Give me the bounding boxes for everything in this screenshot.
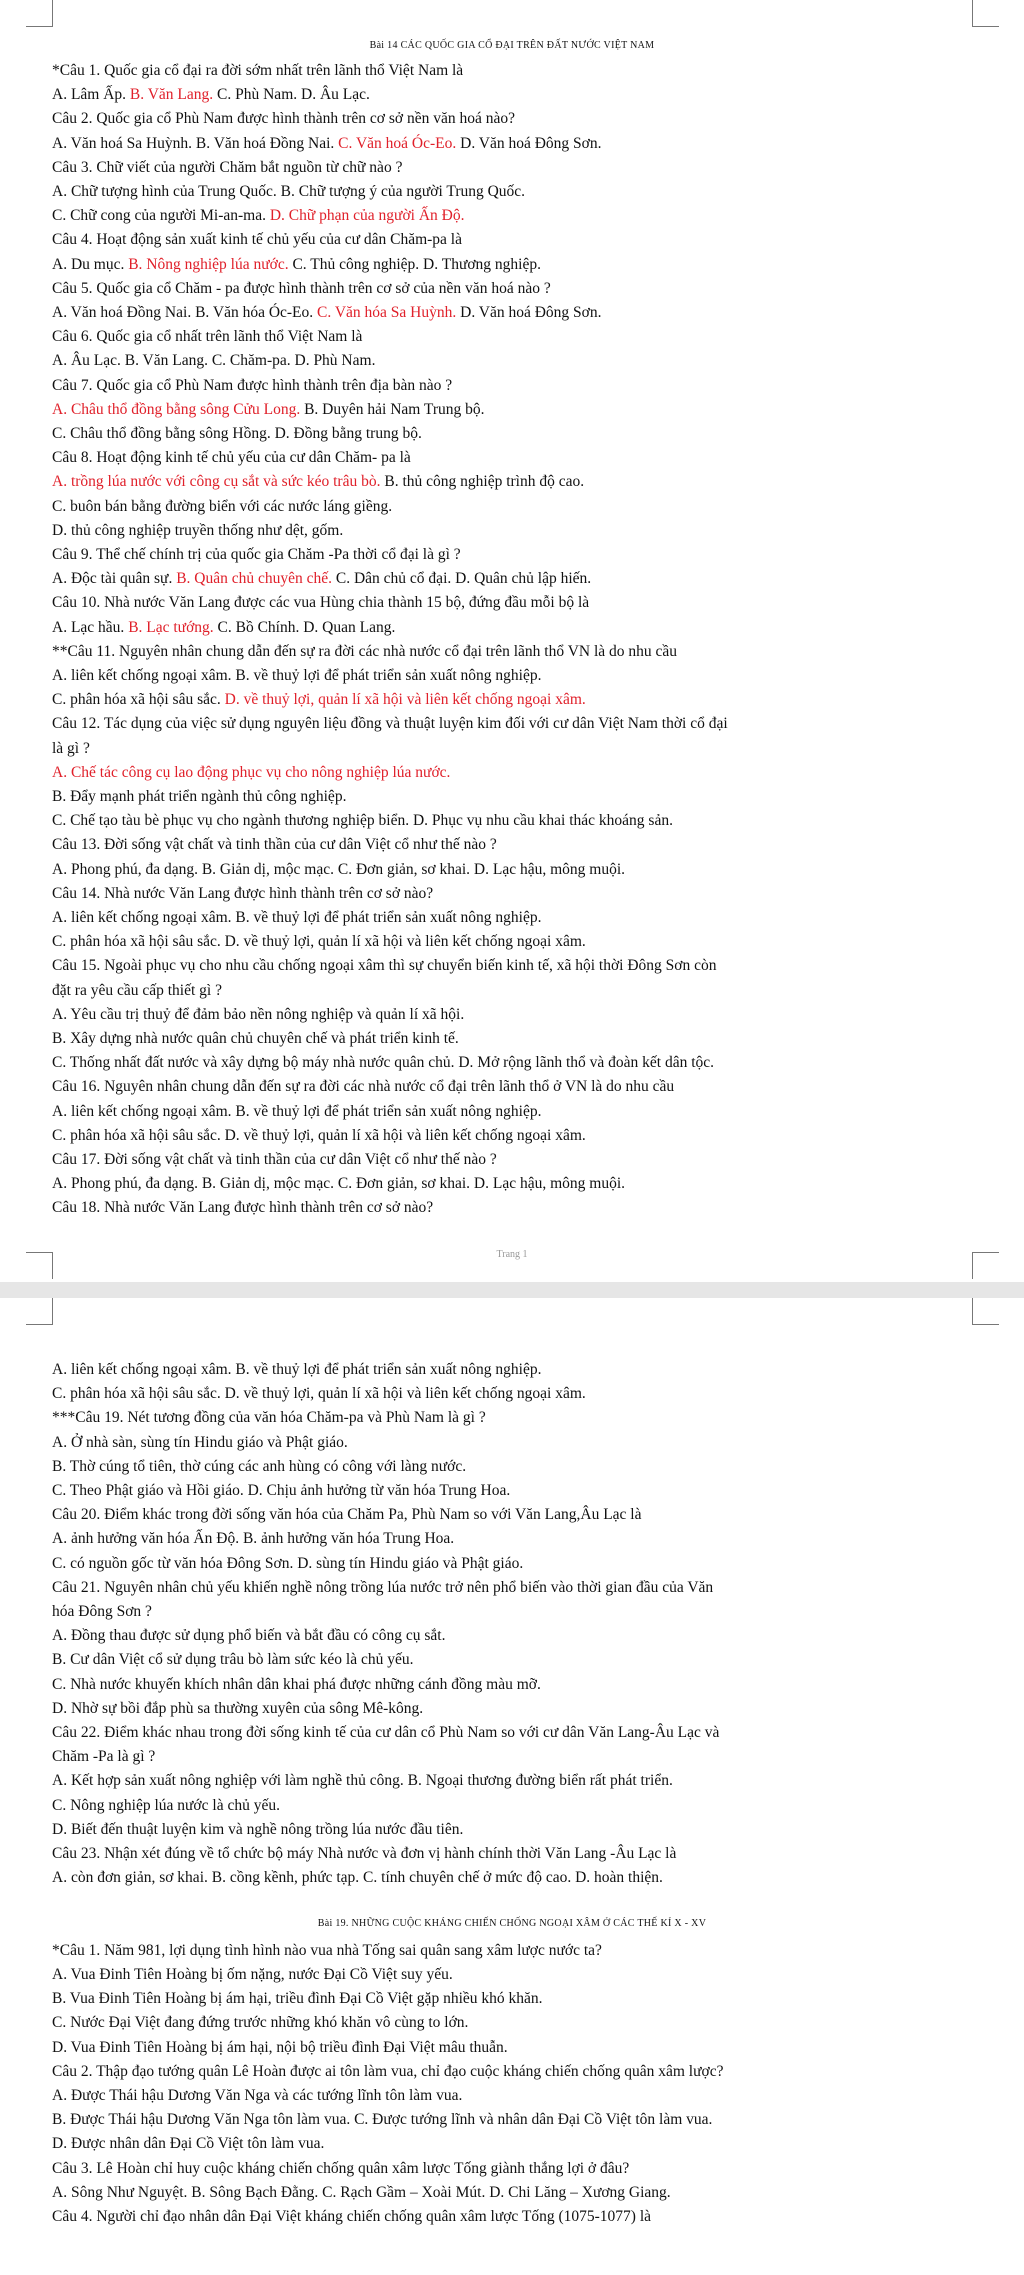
question-line: *Câu 1. Năm 981, lợi dụng tình hình nào vua nhà Tống sai quân sang xâm lược nước ta? <box>52 1941 602 1959</box>
question-line: Câu 13. Đời sống vật chất và tinh thần của cư dân Việt cổ như thế nào ? <box>52 836 497 854</box>
answer-text: C. Thủ công nghiệp. D. Thương nghiệp. <box>288 255 541 273</box>
question-line: C. có nguồn gốc từ văn hóa Đông Sơn. D. sùng tín Hindu giáo và Phật giáo. <box>52 1554 524 1572</box>
question-line: C. phân hóa xã hội sâu sắc. D. về thuỷ lợi, quản lí xã hội và liên kết chống ngoại xâm. <box>52 933 586 951</box>
question-line: A. Ở nhà sàn, sùng tín Hindu giáo và Phật giáo. <box>52 1433 348 1451</box>
question-line <box>52 207 464 225</box>
question-line: A. Phong phú, đa dạng. B. Giản dị, mộc mạc. C. Đơn giản, sơ khai. D. Lạc hậu, mông muội. <box>52 860 626 878</box>
question-line: Câu 6. Quốc gia cổ nhất trên lãnh thổ Việt Nam là <box>52 328 363 346</box>
answer-text: A. Lâm Ấp. <box>52 86 130 104</box>
question-line: hóa Đông Sơn ? <box>52 1603 152 1620</box>
question-line: Câu 20. Điểm khác trong đời sống văn hóa của Chăm Pa, Phù Nam so với Văn Lang,Âu Lạc là <box>52 1506 642 1524</box>
question-line: A. liên kết chống ngoại xâm. B. về thuỷ lợi để phát triển sản xuất nông nghiệp. <box>52 667 542 684</box>
question-line: A. Âu Lạc. B. Văn Lang. C. Chăm-pa. D. Phù Nam. <box>52 352 376 370</box>
question-line: Câu 3. Lê Hoàn chỉ huy cuộc kháng chiến chống quân xâm lược Tống giành thắng lợi ở đâu? <box>52 2159 630 2177</box>
question-line: B. Xây dựng nhà nước quân chủ chuyên chế và phát triển kinh tế. <box>52 1030 459 1047</box>
question-line: A. Phong phú, đa dạng. B. Giản dị, mộc mạc. C. Đơn giản, sơ khai. D. Lạc hậu, mông muội. <box>52 1175 626 1193</box>
question-line <box>52 256 541 274</box>
question-line: Câu 12. Tác dụng của việc sử dụng nguyên liệu đồng và thuật luyện kim đối với cư dân Việt Nam thời cổ đại <box>52 715 728 733</box>
question-line: A. Chữ tượng hình của Trung Quốc. B. Chữ tượng ý của người Trung Quốc. <box>52 183 526 200</box>
question-line: A. liên kết chống ngoại xâm. B. về thuỷ lợi để phát triển sản xuất nông nghiệp. <box>52 1361 542 1378</box>
correct-answer: D. Chữ phạn của người Ấn Độ. <box>269 207 465 225</box>
correct-answer: B. Lạc tướng. <box>128 618 214 636</box>
question-line <box>52 691 586 709</box>
question-line <box>52 473 584 491</box>
answer-text: A. Văn hoá Đồng Nai. B. Văn hóa Óc-Eo. <box>52 304 318 321</box>
answer-text: C. Dân chủ cổ đại. D. Quân chủ lập hiến. <box>332 570 592 588</box>
question-line: Câu 14. Nhà nước Văn Lang được hình thành trên cơ sở nào? <box>52 884 434 902</box>
question-line: A. Được Thái hậu Dương Văn Nga và các tướng lĩnh tôn làm vua. <box>52 2087 463 2104</box>
question-line: Câu 3. Chữ viết của người Chăm bắt nguồn từ chữ nào ? <box>52 158 403 176</box>
question-line: ***Câu 19. Nét tương đồng của văn hóa Chăm-pa và Phù Nam là gì ? <box>52 1409 486 1427</box>
question-line: A. Đồng thau được sử dụng phổ biến và bắt đầu có công cụ sắt. <box>52 1627 446 1645</box>
question-line: C. Châu thổ đồng bằng sông Hồng. D. Đồng bằng trung bộ. <box>52 425 422 442</box>
question-line: Câu 17. Đời sống vật chất và tinh thần của cư dân Việt cổ như thế nào ? <box>52 1151 497 1168</box>
correct-answer: B. Nông nghiệp lúa nước. <box>128 255 289 273</box>
question-line: B. Vua Đinh Tiên Hoàng bị ám hại, triều đình Đại Cồ Việt gặp nhiều khó khăn. <box>52 1990 543 2008</box>
correct-answer: C. Văn hoá Óc-Eo. <box>338 134 457 152</box>
page-corner-mark <box>26 0 53 27</box>
answer-text: B. thủ công nghiệp trình độ cao. <box>380 473 585 491</box>
question-line: Câu 2. Quốc gia cổ Phù Nam được hình thành trên cơ sở nền văn hoá nào? <box>52 110 516 128</box>
question-line: A. liên kết chống ngoại xâm. B. về thuỷ lợi để phát triển sản xuất nông nghiệp. <box>52 1102 542 1120</box>
question-line: là gì ? <box>52 739 90 757</box>
question-line: A. Sông Như Nguyệt. B. Sông Bạch Đằng. C. Rạch Gầm – Xoài Mút. D. Chi Lăng – Xương Giang. <box>52 2183 671 2201</box>
question-line <box>52 401 485 419</box>
answer-text: A. Văn hoá Sa Huỳnh. B. Văn hoá Đồng Nai. <box>52 134 339 152</box>
answer-text: D. Văn hoá Đông Sơn. <box>456 304 602 321</box>
answer-text: A. Độc tài quân sự. <box>52 570 177 588</box>
page-corner-mark <box>972 1298 999 1325</box>
question-line: A. còn đơn giản, sơ khai. B. cồng kềnh, phức tạp. C. tính chuyên chế ở mức độ cao. D. hoàn thiện. <box>52 1869 663 1887</box>
question-line: *Câu 1. Quốc gia cổ đại ra đời sớm nhất trên lãnh thổ Việt Nam là <box>52 62 464 79</box>
question-line: Câu 22. Điểm khác nhau trong đời sống kinh tế của cư dân cổ Phù Nam so với cư dân Văn Lang-Âu Lạc và <box>52 1724 720 1741</box>
question-line: Câu 5. Quốc gia cổ Chăm - pa được hình thành trên cơ sở của nền văn hoá nào ? <box>52 279 551 297</box>
question-line: Câu 21. Nguyên nhân chủ yếu khiến nghề nông trồng lúa nước trở nên phổ biến vào thời gian đầu của Văn <box>52 1578 714 1596</box>
question-line: A. ảnh hưởng văn hóa Ấn Độ. B. ảnh hưởng văn hóa Trung Hoa. <box>52 1530 455 1548</box>
question-line: Câu 7. Quốc gia cổ Phù Nam được hình thành trên địa bàn nào ? <box>52 376 453 394</box>
question-line: C. buôn bán bằng đường biển với các nước láng giềng. <box>52 497 393 515</box>
question-line: **Câu 11. Nguyên nhân chung dẫn đến sự ra đời các nhà nước cổ đại trên lãnh thổ VN là do nhu cầu <box>52 642 678 660</box>
page-footer: Trang 1 <box>496 1249 528 1260</box>
correct-answer: B. Quân chủ chuyên chế. <box>176 570 333 588</box>
question-line: D. Nhờ sự bồi đắp phù sa thường xuyên của sông Mê-kông. <box>52 1699 424 1717</box>
document-page-2 <box>0 1298 1024 2275</box>
question-line <box>52 619 395 637</box>
correct-answer: A. Châu thổ đồng bằng sông Cửu Long. <box>52 400 301 418</box>
question-line: B. Thờ cúng tổ tiên, thờ cúng các anh hùng có công với làng nước. <box>52 1457 467 1475</box>
question-line: đặt ra yêu cầu cấp thiết gì ? <box>52 981 222 999</box>
answer-text: A. Du mục. <box>52 255 129 273</box>
question-line: C. phân hóa xã hội sâu sắc. D. về thuỷ lợi, quản lí xã hội và liên kết chống ngoại xâm. <box>52 1126 586 1144</box>
question-line <box>52 86 370 104</box>
question-line: A. Vua Đinh Tiên Hoàng bị ốm nặng, nước Đại Cồ Việt suy yếu. <box>52 1966 453 1983</box>
question-line: C. Nhà nước khuyến khích nhân dân khai phá được những cánh đồng màu mỡ. <box>52 1675 541 1693</box>
question-line <box>52 304 602 322</box>
correct-answer: A. Chế tác công cụ lao động phục vụ cho nông nghiệp lúa nước. <box>52 763 451 781</box>
question-line: D. Được nhân dân Đại Cồ Việt tôn làm vua. <box>52 2135 325 2153</box>
question-line: Câu 23. Nhận xét đúng về tổ chức bộ máy Nhà nước và đơn vị hành chính thời Văn Lang -Âu Lạc là <box>52 1845 677 1862</box>
question-line: D. thủ công nghiệp truyền thống như dệt, gốm. <box>52 521 344 539</box>
correct-answer: D. về thuỷ lợi, quản lí xã hội và liên kết chống ngoại xâm. <box>224 691 586 709</box>
question-line: B. Cư dân Việt cổ sử dụng trâu bò làm sức kéo là chủ yếu. <box>52 1651 414 1669</box>
question-line: B. Được Thái hậu Dương Văn Nga tôn làm vua. C. Được tướng lĩnh và nhân dân Đại Cồ Việt tôn làm vua. <box>52 2111 713 2129</box>
question-line: Câu 15. Ngoài phục vụ cho nhu cầu chống ngoại xâm thì sự chuyển biến kinh tế, xã hội thời Đông Sơn còn <box>52 957 717 975</box>
question-line: Câu 10. Nhà nước Văn Lang được các vua Hùng chia thành 15 bộ, đứng đầu mỗi bộ là <box>52 594 590 612</box>
question-line: A. Yêu cầu trị thuỷ để đảm bảo nền nông nghiệp và quản lí xã hội. <box>52 1005 465 1023</box>
question-line: Câu 4. Hoạt động sản xuất kinh tế chủ yếu của cư dân Chăm-pa là <box>52 231 462 249</box>
question-line: Câu 8. Hoạt động kinh tế chủ yếu của cư dân Chăm- pa là <box>52 449 411 467</box>
question-line: A. Kết hợp sản xuất nông nghiệp với làm nghề thủ công. B. Ngoại thương đường biển rất phát triển. <box>52 1772 673 1790</box>
question-line: C. Theo Phật giáo và Hồi giáo. D. Chịu ảnh hưởng từ văn hóa Trung Hoa. <box>52 1482 511 1499</box>
question-line: Câu 2. Thập đạo tướng quân Lê Hoàn được ai tôn làm vua, chỉ đạo cuộc kháng chiến chống quân xâm lược? <box>52 2062 724 2080</box>
answer-text: B. Duyên hải Nam Trung bộ. <box>300 400 485 418</box>
correct-answer: B. Văn Lang. <box>129 86 214 104</box>
correct-answer: A. trồng lúa nước với công cụ sắt và sức kéo trâu bò. <box>52 473 381 491</box>
question-line: Chăm -Pa là gì ? <box>52 1748 156 1766</box>
lesson-title: Bài 19. NHỮNG CUỘC KHÁNG CHIẾN CHỐNG NGOẠI XÂM Ở CÁC THẾ KỈ X - XV <box>317 1917 707 1929</box>
question-line: D. Biết đến thuật luyện kim và nghề nông trồng lúa nước đầu tiên. <box>52 1820 464 1838</box>
question-line: C. Nước Đại Việt đang đứng trước những khó khăn vô cùng to lớn. <box>52 2014 469 2032</box>
question-line <box>52 135 602 153</box>
correct-answer: C. Văn hóa Sa Huỳnh. <box>317 304 457 321</box>
answer-text: C. phân hóa xã hội sâu sắc. <box>52 691 225 709</box>
page-corner-mark <box>26 1298 53 1325</box>
question-line: Câu 18. Nhà nước Văn Lang được hình thành trên cơ sở nào? <box>52 1199 434 1217</box>
answer-text: D. Văn hoá Đông Sơn. <box>456 134 602 152</box>
question-line: Câu 9. Thể chế chính trị của quốc gia Chăm -Pa thời cổ đại là gì ? <box>52 546 461 563</box>
answer-text: C. Phù Nam. D. Âu Lạc. <box>213 86 370 104</box>
question-line <box>52 570 591 588</box>
question-line: Câu 16. Nguyên nhân chung dẫn đến sự ra đời các nhà nước cổ đại trên lãnh thổ ở VN là do nhu cầu <box>52 1078 675 1096</box>
question-line: C. Nông nghiệp lúa nước là chủ yếu. <box>52 1796 280 1814</box>
question-line: A. liên kết chống ngoại xâm. B. về thuỷ lợi để phát triển sản xuất nông nghiệp. <box>52 909 542 926</box>
answer-text: C. Bồ Chính. D. Quan Lang. <box>213 618 396 636</box>
question-line: Câu 4. Người chỉ đạo nhân dân Đại Việt kháng chiến chống quân xâm lược Tống (1075-1077) là <box>52 2208 652 2225</box>
question-line <box>52 764 450 782</box>
question-line: C. Thống nhất đất nước và xây dựng bộ máy nhà nước quân chủ. D. Mở rộng lãnh thổ và đoàn kết dân tộc. <box>52 1054 715 1072</box>
question-line: C. phân hóa xã hội sâu sắc. D. về thuỷ lợi, quản lí xã hội và liên kết chống ngoại xâm. <box>52 1385 586 1403</box>
question-line: C. Chế tạo tàu bè phục vụ cho ngành thương nghiệp biển. D. Phục vụ nhu cầu khai thác khoáng sản. <box>52 812 673 830</box>
question-line: B. Đẩy mạnh phát triển ngành thủ công nghiệp. <box>52 788 347 805</box>
answer-text: A. Lạc hầu. <box>52 618 129 636</box>
answer-text: C. Chữ cong của người Mi-an-ma. <box>52 207 270 225</box>
lesson-title: Bài 14 CÁC QUỐC GIA CỔ ĐẠI TRÊN ĐẤT NƯỚC VIỆT NAM <box>369 40 655 51</box>
page-corner-mark <box>972 0 999 27</box>
question-line: D. Vua Đinh Tiên Hoàng bị ám hại, nội bộ triều đình Đại Việt mâu thuẫn. <box>52 2038 508 2056</box>
